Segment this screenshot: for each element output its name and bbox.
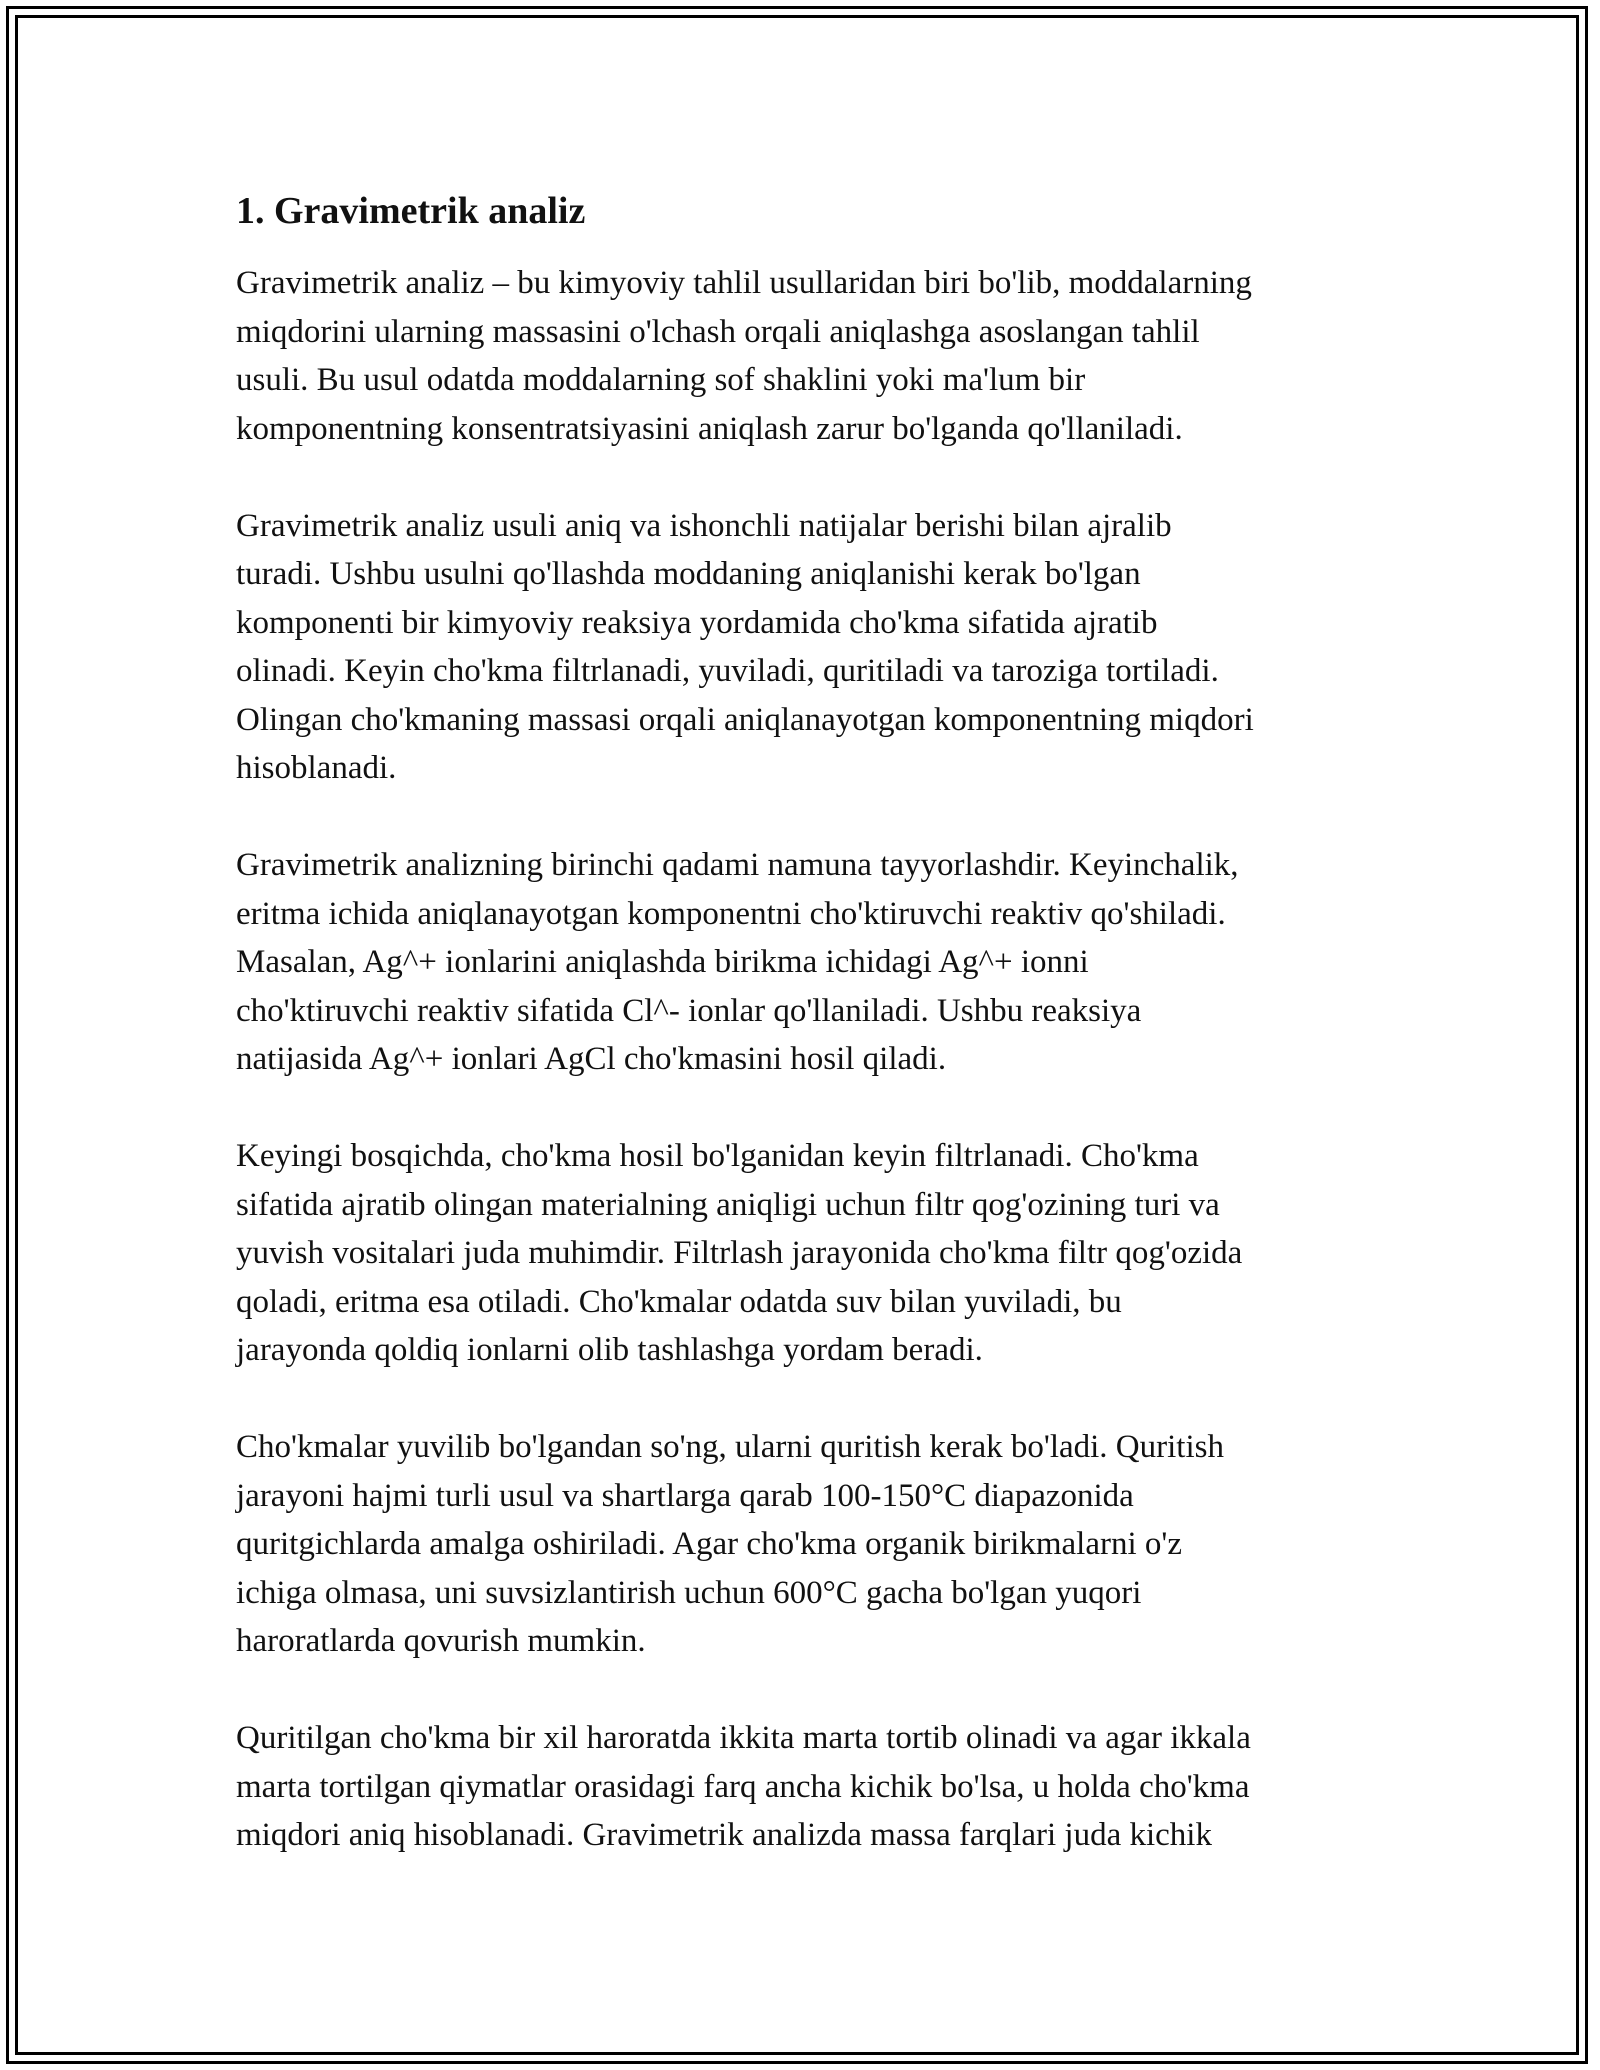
text-line: olinadi. Keyin cho'kma filtrlanadi, yuviladi, quritiladi va taroziga tortiladi. (236, 653, 1219, 689)
paragraph-3 (236, 841, 1396, 1084)
text-line: hisoblanadi. (236, 750, 397, 786)
text-line: yuvish vositalari juda muhimdir. Filtrlash jarayonida cho'kma filtr qog'ozida (236, 1235, 1243, 1271)
paragraph-1 (236, 259, 1396, 453)
text-line: miqdorini ularning massasini o'lchash orqali aniqlashga asoslangan tahlil (236, 313, 1200, 350)
text-line: marta tortilgan qiymatlar orasidagi farq ancha kichik bo'lsa, u holda cho'kma (236, 1768, 1250, 1805)
text-line: Gravimetrik analiz – bu kimyoviy tahlil usullaridan biri bo'lib, moddalarning (236, 265, 1252, 301)
text-line: qoladi, eritma esa otiladi. Cho'kmalar odatda suv bilan yuviladi, bu (236, 1283, 1122, 1320)
text-line: ichiga olmasa, uni suvsizlantirish uchun 600°C gacha bo'lgan yuqori (236, 1574, 1142, 1611)
text-line: jarayoni hajmi turli usul va shartlarga qarab 100-150°C diapazonida (236, 1477, 1134, 1514)
section-heading: 1. Gravimetrik analiz (236, 190, 586, 232)
text-line: Quritilgan cho'kma bir xil haroratda ikkita marta tortib olinadi va agar ikkala (236, 1720, 1251, 1756)
text-line: eritma ichida aniqlanayotgan komponentni cho'ktiruvchi reaktiv qo'shiladi. (236, 895, 1226, 932)
text-line: miqdori aniq hisoblanadi. Gravimetrik analizda massa farqlari juda kichik (236, 1817, 1212, 1853)
paragraph-5 (236, 1423, 1396, 1666)
text-line: haroratlarda qovurish mumkin. (236, 1623, 646, 1659)
text-line: Cho'kmalar yuvilib bo'lgandan so'ng, ularni quritish kerak bo'ladi. Quritish (236, 1429, 1224, 1465)
text-line: Gravimetrik analiz usuli aniq va ishonchli natijalar berishi bilan ajralib (236, 507, 1172, 544)
text-line: usuli. Bu usul odatda moddalarning sof shaklini yoki ma'lum bir (236, 362, 1086, 398)
document-body (236, 186, 1396, 1908)
paragraph-2 (236, 502, 1396, 793)
text-line: turadi. Ushbu usulni qo'llashda moddaning aniqlanishi kerak bo'lgan (236, 556, 1141, 592)
paragraph-6 (236, 1714, 1396, 1860)
paragraph-4 (236, 1132, 1396, 1375)
text-line: natijasida Ag^+ ionlari AgCl cho'kmasini hosil qiladi. (236, 1041, 947, 1077)
text-line: komponentning konsentratsiyasini aniqlash zarur bo'lganda qo'llaniladi. (236, 410, 1183, 447)
text-line: quritgichlarda amalga oshiriladi. Agar cho'kma organik birikmalarni o'z (236, 1526, 1182, 1562)
text-line: Olingan cho'kmaning massasi orqali aniqlanayotgan komponentning miqdori (236, 701, 1254, 738)
text-line: Masalan, Ag^+ ionlarini aniqlashda birikma ichidagi Ag^+ ionni (236, 944, 1089, 980)
text-line: cho'ktiruvchi reaktiv sifatida Cl^- ionlar qo'llaniladi. Ushbu reaksiya (236, 992, 1142, 1029)
text-line: komponenti bir kimyoviy reaksiya yordamida cho'kma sifatida ajratib (236, 604, 1158, 641)
text-line: Keyingi bosqichda, cho'kma hosil bo'lganidan keyin filtrlanadi. Cho'kma (236, 1138, 1199, 1174)
text-line: Gravimetrik analizning birinchi qadami namuna tayyorlashdir. Keyinchalik, (236, 847, 1239, 883)
text-line: sifatida ajratib olingan materialning aniqligi uchun filtr qog'ozining turi va (236, 1186, 1220, 1223)
text-line: jarayonda qoldiq ionlarni olib tashlashga yordam beradi. (236, 1332, 983, 1368)
